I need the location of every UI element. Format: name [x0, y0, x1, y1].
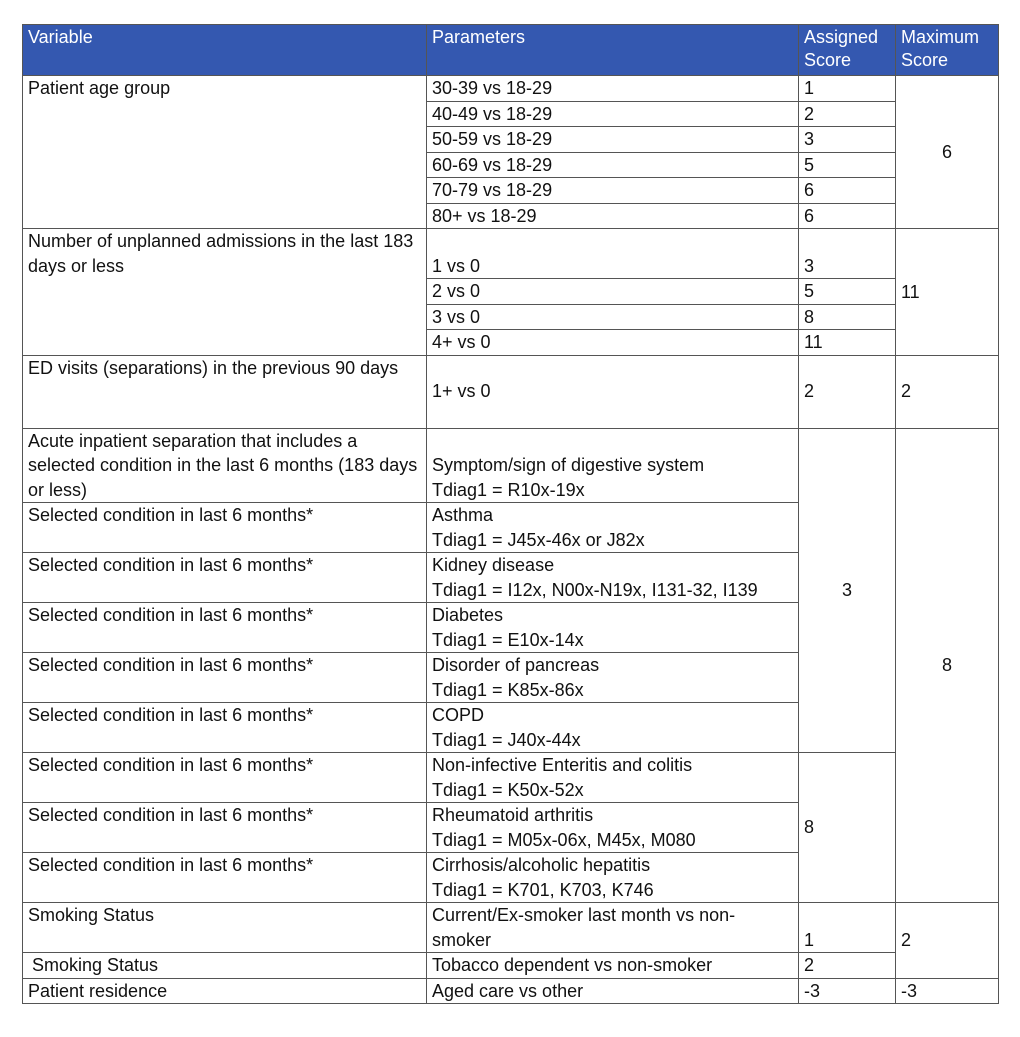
max-score-smoking: 2 — [896, 903, 999, 979]
param-cell: Tobacco dependent vs non-smoker — [427, 953, 799, 979]
max-score-residence: -3 — [896, 978, 999, 1004]
condition-code: Tdiag1 = R10x-19x — [432, 479, 585, 500]
condition-code: Tdiag1 = K701, K703, K746 — [432, 879, 654, 900]
condition-cell — [427, 653, 799, 703]
risk-score-table — [22, 24, 999, 1004]
score-cell: 6 — [799, 203, 896, 229]
param-cell: Current/Ex-smoker last month vs non-smoker — [427, 903, 799, 953]
condition-name: Cirrhosis/alcoholic hepatitis — [432, 855, 651, 875]
condition-name: Disorder of pancreas — [432, 655, 600, 675]
variable-smoking-status: Smoking Status — [23, 903, 427, 953]
table-row — [23, 229, 999, 279]
variable-selected-condition: Selected condition in last 6 months* — [23, 603, 427, 653]
condition-cell — [427, 853, 799, 903]
header-maximum-score: Maximum Score — [896, 25, 999, 76]
variable-selected-condition: Selected condition in last 6 months* — [23, 803, 427, 853]
condition-name: Asthma — [432, 505, 494, 525]
assigned-score-group-1: 3 — [799, 428, 896, 753]
variable-selected-condition: Selected condition in last 6 months* — [23, 503, 427, 553]
table-row — [23, 753, 999, 803]
variable-selected-condition: Selected condition in last 6 months* — [23, 703, 427, 753]
param-cell: 60-69 vs 18-29 — [427, 152, 799, 178]
param-cell: 2 vs 0 — [427, 279, 799, 305]
param-cell: 3 vs 0 — [427, 304, 799, 330]
condition-name: Symptom/sign of digestive system — [432, 455, 705, 475]
condition-cell — [427, 703, 799, 753]
param-cell: Aged care vs other — [427, 978, 799, 1004]
table-row — [23, 978, 999, 1004]
table-row — [23, 76, 999, 102]
param-cell: 4+ vs 0 — [427, 330, 799, 356]
score-cell: 11 — [799, 330, 896, 356]
condition-name: Kidney disease — [432, 555, 555, 575]
condition-code: Tdiag1 = J45x-46x or J82x — [432, 529, 645, 550]
param-cell: 30-39 vs 18-29 — [427, 76, 799, 102]
assigned-score-group-2: 8 — [799, 753, 896, 903]
condition-cell — [427, 603, 799, 653]
score-cell: 5 — [799, 152, 896, 178]
score-cell: 5 — [799, 279, 896, 305]
variable-selected-condition: Selected condition in last 6 months* — [23, 753, 427, 803]
variable-selected-condition: Selected condition in last 6 months* — [23, 653, 427, 703]
condition-name: COPD — [432, 705, 485, 725]
condition-code: Tdiag1 = M05x-06x, M45x, M080 — [432, 829, 696, 850]
param-cell: 70-79 vs 18-29 — [427, 178, 799, 204]
param-cell: 40-49 vs 18-29 — [427, 101, 799, 127]
condition-code: Tdiag1 = E10x-14x — [432, 629, 584, 650]
variable-smoking-status: Smoking Status — [23, 953, 427, 979]
score-cell: 2 — [799, 953, 896, 979]
score-cell: 2 — [799, 101, 896, 127]
condition-cell — [427, 503, 799, 553]
table-row — [23, 953, 999, 979]
condition-cell — [427, 428, 799, 503]
score-cell: -3 — [799, 978, 896, 1004]
table-row — [23, 355, 999, 428]
condition-name: Diabetes — [432, 605, 504, 625]
header-parameters: Parameters — [427, 25, 799, 76]
param-cell: 50-59 vs 18-29 — [427, 127, 799, 153]
max-score-age: 6 — [896, 76, 999, 229]
condition-cell — [427, 803, 799, 853]
header-assigned-score: Assigned Score — [799, 25, 896, 76]
variable-unplanned-admissions: Number of unplanned admissions in the last 183 days or less — [23, 229, 427, 356]
param-cell: 1+ vs 0 — [427, 355, 799, 428]
condition-cell — [427, 753, 799, 803]
score-cell: 3 — [799, 229, 896, 279]
condition-code: Tdiag1 = J40x-44x — [432, 729, 581, 750]
variable-ed-visits: ED visits (separations) in the previous 90 days — [23, 355, 427, 428]
score-cell: 1 — [799, 76, 896, 102]
param-cell: 1 vs 0 — [427, 229, 799, 279]
max-score-ed: 2 — [896, 355, 999, 428]
condition-code: Tdiag1 = I12x, N00x-N19x, I131-32, I139 — [432, 579, 758, 600]
table-row — [23, 903, 999, 953]
condition-name: Non-infective Enteritis and colitis — [432, 755, 693, 775]
score-cell: 1 — [799, 903, 896, 953]
table-row — [23, 428, 999, 503]
variable-patient-residence: Patient residence — [23, 978, 427, 1004]
condition-code: Tdiag1 = K85x-86x — [432, 679, 584, 700]
header-row — [23, 25, 999, 76]
score-cell: 2 — [799, 355, 896, 428]
condition-cell — [427, 553, 799, 603]
score-cell: 3 — [799, 127, 896, 153]
variable-age-group: Patient age group — [23, 76, 427, 229]
variable-selected-condition: Selected condition in last 6 months* — [23, 553, 427, 603]
param-cell: 80+ vs 18-29 — [427, 203, 799, 229]
score-cell: 6 — [799, 178, 896, 204]
header-variable: Variable — [23, 25, 427, 76]
score-cell: 8 — [799, 304, 896, 330]
variable-selected-condition: Selected condition in last 6 months* — [23, 853, 427, 903]
condition-code: Tdiag1 = K50x-52x — [432, 779, 584, 800]
max-score-conditions: 8 — [896, 428, 999, 903]
max-score-admissions: 11 — [896, 229, 999, 356]
variable-acute-inpatient: Acute inpatient separation that includes a selected condition in the last 6 months (183 days or less) — [23, 428, 427, 503]
condition-name: Rheumatoid arthritis — [432, 805, 594, 825]
